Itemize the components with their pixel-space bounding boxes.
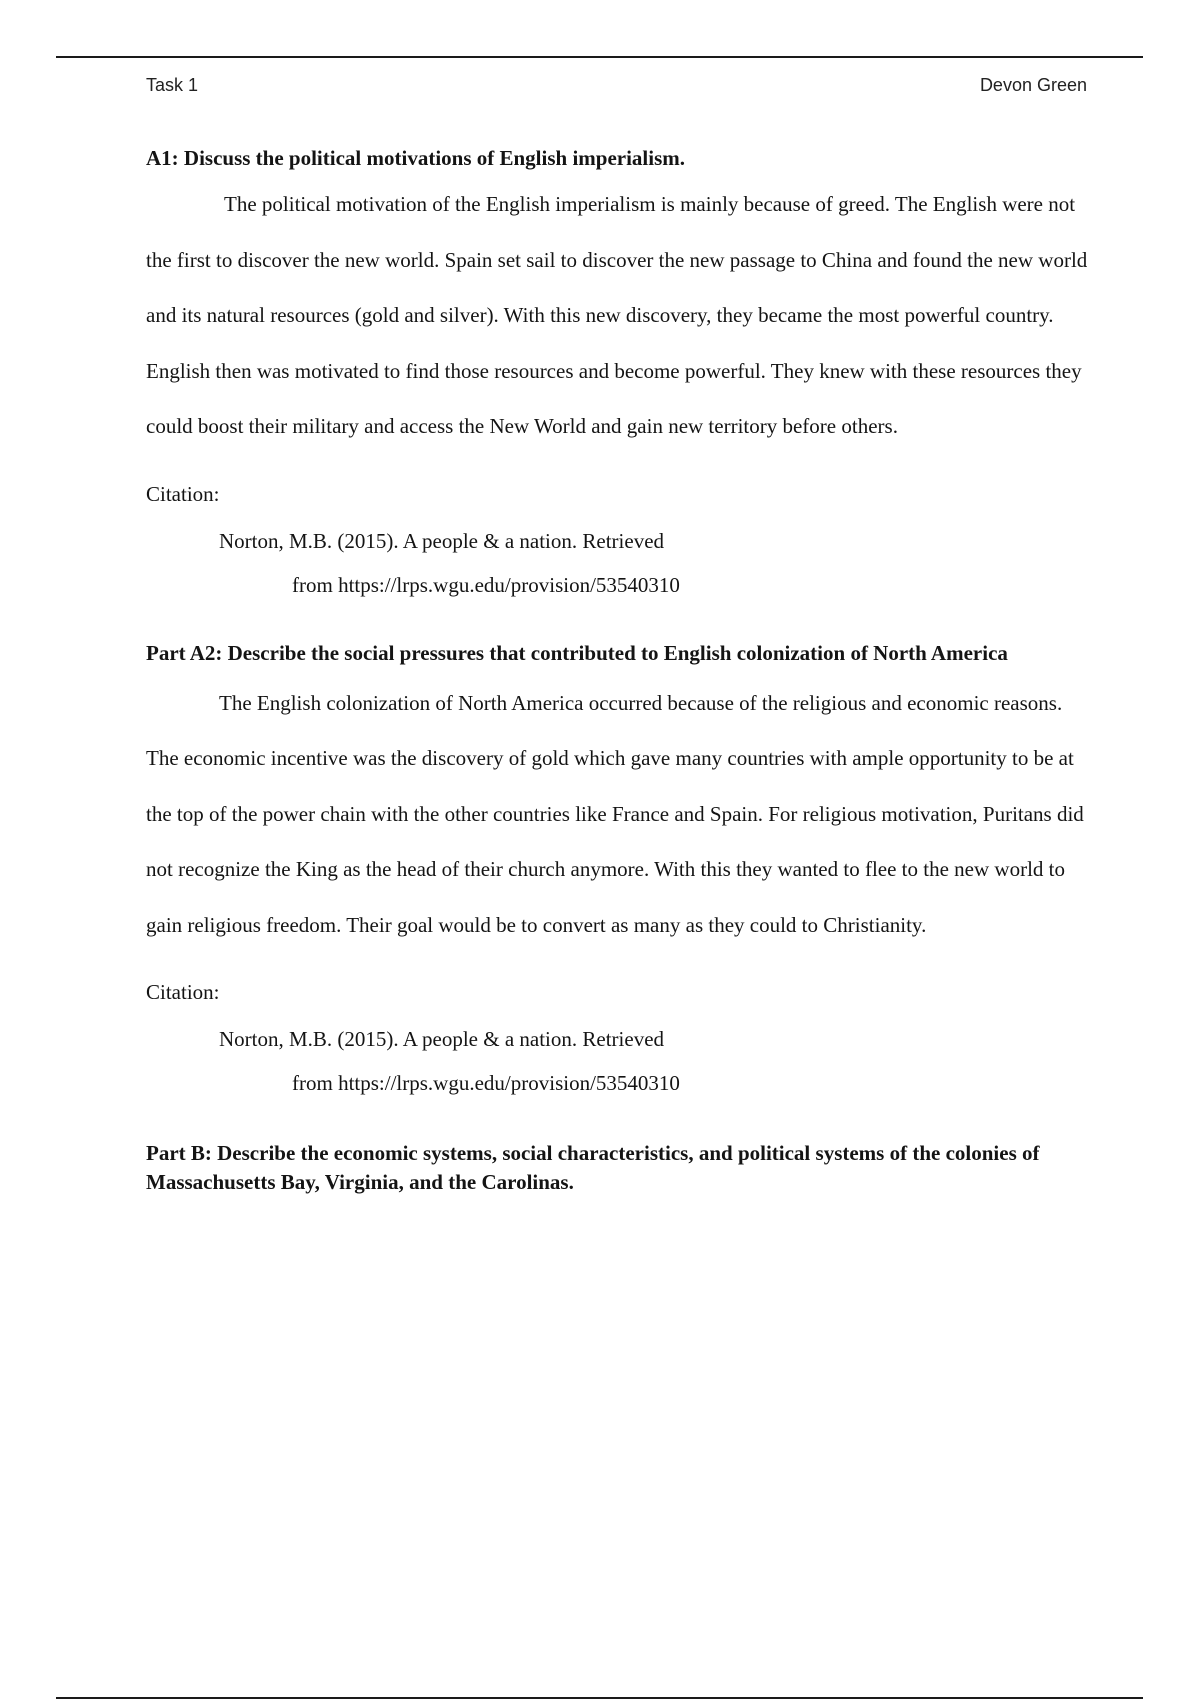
header-task-label: Task 1 — [146, 75, 199, 95]
section-a2 — [146, 639, 1091, 1106]
citation-entry — [146, 1017, 1091, 1105]
section-b — [146, 1139, 1091, 1197]
section-heading: A1: Discuss the political motivations of English imperialism. — [146, 146, 686, 170]
document-body — [146, 144, 1091, 1197]
citation-entry — [146, 519, 1091, 607]
section-paragraph: The political motivation of the English imperialism is mainly because of greed. The English were not the first to discover the new world. Spain set sail to discover the new passage to China and found the new world and its natural resources (gold and silver). With this new discovery, they became the most powerful country. English then was motivated to find those resources and become powerful. They knew with these resources they could boost their military and access the New World and gain new territory before others. — [146, 192, 1088, 438]
section-heading: Part B: Describe the economic systems, social characteristics, and political systems of the colonies of Massachusetts Bay, Virginia, and the Carolinas. — [146, 1141, 1040, 1194]
header-author-name: Devon Green — [979, 75, 1087, 95]
section-a1 — [146, 144, 1091, 607]
citation-label: Citation: — [146, 980, 220, 1004]
bottom-rule — [56, 1697, 1143, 1699]
citation-label: Citation: — [146, 481, 220, 506]
section-paragraph: The English colonization of North America occurred because of the religious and economic reasons. The economic incentive was the discovery of gold which gave many countries with ample opportunity to be at the top of the power chain with the other countries like France and Spain. For religious motivation, Puritans did not recognize the King as the head of their church anymore. With this they wanted to flee to the new world to gain religious freedom. Their goal would be to convert as many as they could to Christianity. — [146, 690, 1084, 937]
citation-line-2: from https://lrps.wgu.edu/provision/53540310 — [292, 572, 680, 597]
section-heading: Part A2: Describe the social pressures that contributed to English colonization of North America — [146, 640, 1008, 665]
top-rule — [56, 56, 1143, 58]
citation-line-1: Norton, M.B. (2015). A people & a nation. Retrieved — [219, 528, 665, 553]
citation-line-1: Norton, M.B. (2015). A people & a nation. Retrieved — [219, 1027, 665, 1051]
citation-line-2: from https://lrps.wgu.edu/provision/53540310 — [292, 1071, 680, 1095]
